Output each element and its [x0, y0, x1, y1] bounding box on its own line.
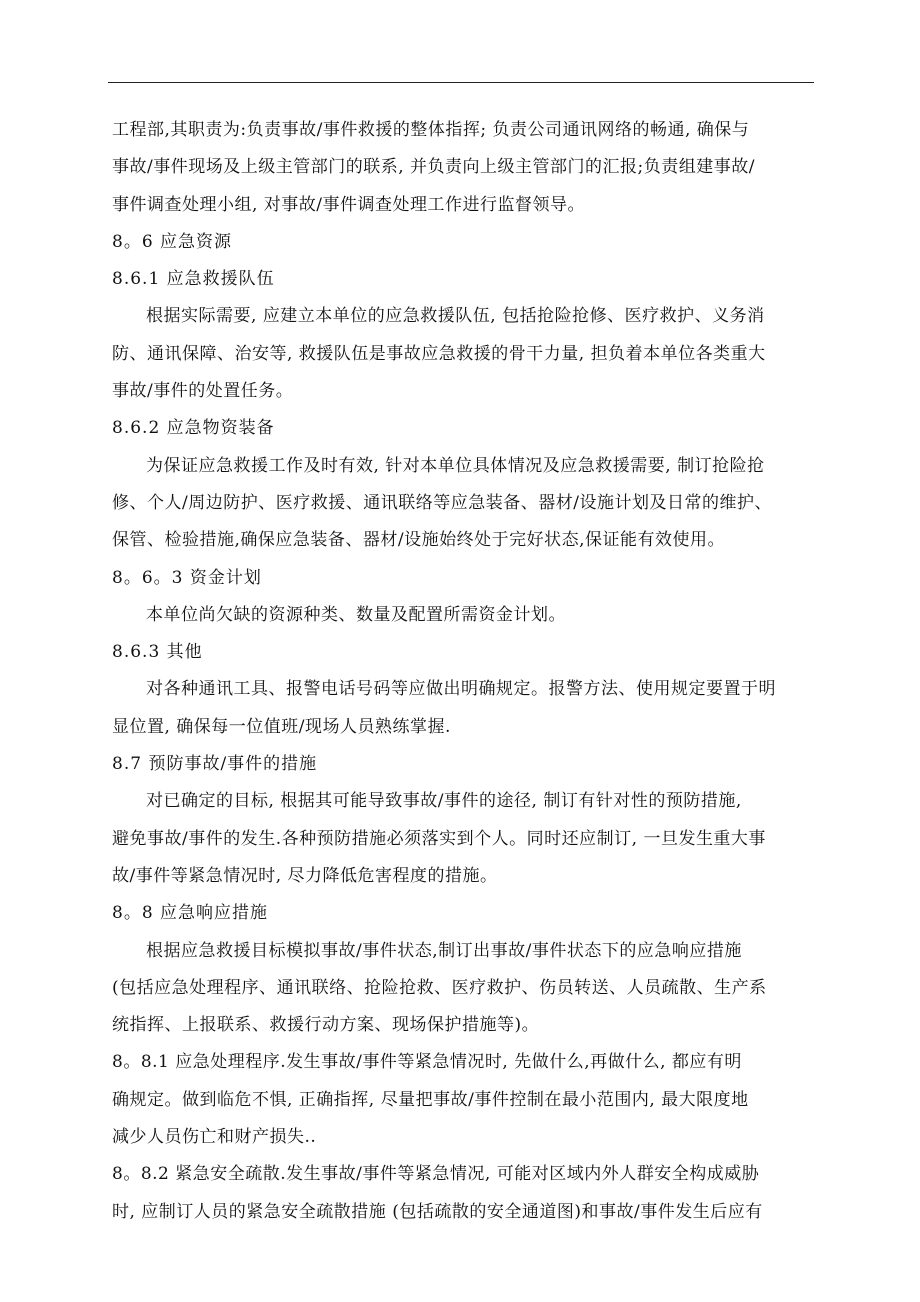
paragraph-line: 统指挥、上报联系、救援行动方案、现场保护措施等)。 — [112, 1015, 540, 1036]
paragraph-line: 事故/事件的处置任务。 — [112, 381, 294, 402]
paragraph-line: 对各种通讯工具、报警电话号码等应做出明确规定。报警方法、使用规定要置于明 — [146, 679, 776, 700]
paragraph-line: 保管、检验措施,确保应急装备、器材/设施始终处于完好状态,保证能有效使用。 — [112, 530, 726, 551]
paragraph-line: 8。8.1 应急处理程序.发生事故/事件等紧急情况时, 先做什么,再做什么, 都应有明 — [112, 1052, 742, 1073]
paragraph-line: (包括应急处理程序、通讯联络、抢险抢救、医疗救护、伤员转送、人员疏散、生产系 — [112, 977, 767, 998]
section-heading: 8。8 应急响应措施 — [112, 903, 269, 924]
section-heading: 8.6.2 应急物资装备 — [112, 418, 275, 439]
paragraph-line: 显位置, 确保每一位值班/现场人员熟练掌握. — [112, 716, 451, 737]
paragraph-line: 8。8.2 紧急安全疏散.发生事故/事件等紧急情况, 可能对区域内外人群安全构成威胁 — [112, 1164, 760, 1185]
paragraph-line: 故/事件等紧急情况时, 尽力降低危害程度的措施。 — [112, 865, 498, 886]
header-rule — [108, 82, 814, 83]
paragraph-line: 避免事故/事件的发生.各种预防措施必须落实到个人。同时还应制订, 一旦发生重大事 — [112, 828, 766, 849]
paragraph-line: 事件调查处理小组, 对事故/事件调查处理工作进行监督领导。 — [112, 194, 586, 215]
paragraph-line: 修、个人/周边防护、医疗救援、通讯联络等应急装备、器材/设施计划及日常的维护、 — [112, 492, 772, 513]
paragraph-line: 根据应急救援目标模拟事故/事件状态,制订出事故/事件状态下的应急响应措施 — [146, 940, 742, 961]
paragraph-line: 工程部,其职责为:负责事故/事件救援的整体指挥; 负责公司通讯网络的畅通, 确保与 — [112, 120, 750, 140]
section-heading: 8。6。3 资金计划 — [112, 567, 262, 588]
paragraph-line: 本单位尚欠缺的资源种类、数量及配置所需资金计划。 — [146, 604, 566, 625]
section-heading: 8.7 预防事故/事件的措施 — [112, 754, 318, 775]
section-heading: 8。6 应急资源 — [112, 231, 233, 252]
paragraph-line: 对已确定的目标, 根据其可能导致事故/事件的途径, 制订有针对性的预防措施, — [146, 791, 742, 812]
paragraph-line: 根据实际需要, 应建立本单位的应急救援队伍, 包括抢险抢修、医疗救护、义务消 — [146, 306, 765, 327]
paragraph-line: 时, 应制订人员的紧急安全疏散措施 (包括疏散的安全通道图)和事故/事件发生后应有 — [112, 1201, 763, 1222]
paragraph-line: 事故/事件现场及上级主管部门的联系, 并负责向上级主管部门的汇报;负责组建事故/ — [112, 157, 755, 178]
section-heading: 8.6.1 应急救援队伍 — [112, 269, 275, 290]
paragraph-line: 确规定。做到临危不惧, 正确指挥, 尽量把事故/事件控制在最小范围内, 最大限度地 — [112, 1089, 749, 1110]
paragraph-line: 防、通讯保障、治安等, 救援队伍是事故应急救援的骨干力量, 担负着本单位各类重大 — [112, 343, 766, 364]
document-body — [112, 112, 814, 1231]
paragraph-line: 减少人员伤亡和财产损失.. — [112, 1127, 317, 1148]
paragraph-line: 为保证应急救援工作及时有效, 针对本单位具体情况及应急救援需要, 制订抢险抢 — [146, 455, 765, 476]
section-heading: 8.6.3 其他 — [112, 642, 203, 663]
